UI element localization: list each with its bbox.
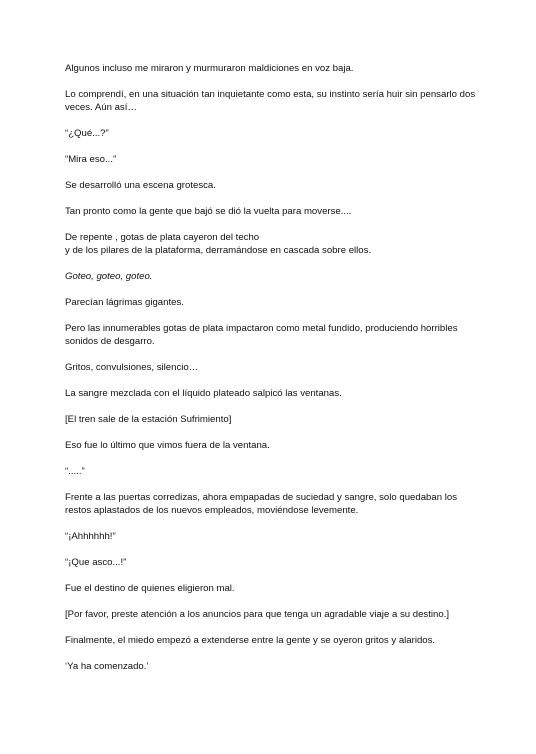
paragraph: Lo comprendí, en una situación tan inquietante como esta, su instinto sería huir sin pensarlo dos veces. Aún así… (65, 89, 478, 113)
paragraph: Se desarrolló una escena grotesca. (65, 180, 216, 191)
paragraph: De repente , gotas de plata cayeron del techo y de los pilares de la plataforma, derramándose en cascada sobre ellos. (65, 232, 372, 256)
paragraph: Fue el destino de quienes eligieron mal. (65, 583, 235, 594)
paragraph: Eso fue lo último que vimos fuera de la ventana. (65, 440, 270, 451)
document-body (65, 62, 485, 686)
dialogue-line: “¡Que asco...!” (65, 557, 127, 568)
paragraph: Frente a las puertas corredizas, ahora empapadas de suciedad y sangre, solo quedaban los restos aplastados de los nuevos empleados, moviéndose levemente. (65, 492, 460, 516)
paragraph: Parecían lágrimas gigantes. (65, 297, 184, 308)
dialogue-line: “¡Ahhhhhh!” (65, 531, 116, 542)
paragraph: Pero las innumerables gotas de plata impactaron como metal fundido, produciendo horribles sonidos de desgarro. (65, 323, 461, 347)
system-message: [El tren sale de la estación Sufrimiento] (65, 414, 232, 425)
italic-sound-effect: Goteo, goteo, goteo. (65, 271, 153, 282)
dialogue-line: “Mira eso...” (65, 154, 117, 165)
paragraph: Finalmente, el miedo empezó a extenderse entre la gente y se oyeron gritos y alaridos. (65, 635, 436, 646)
paragraph: Gritos, convulsiones, silencio… (65, 362, 199, 373)
paragraph: La sangre mezclada con el líquido plateado salpicó las ventanas. (65, 388, 342, 399)
paragraph: Algunos incluso me miraron y murmuraron maldiciones en voz baja. (65, 63, 354, 74)
dialogue-line: “.....” (65, 466, 85, 477)
paragraph: Tan pronto como la gente que bajó se dió la vuelta para moverse.... (65, 206, 352, 217)
dialogue-line: “¿Qué...?” (65, 128, 109, 139)
thought-line: ‘Ya ha comenzado.’ (65, 661, 149, 672)
system-message: [Por favor, preste atención a los anuncios para que tenga un agradable viaje a su destino.] (65, 609, 450, 620)
